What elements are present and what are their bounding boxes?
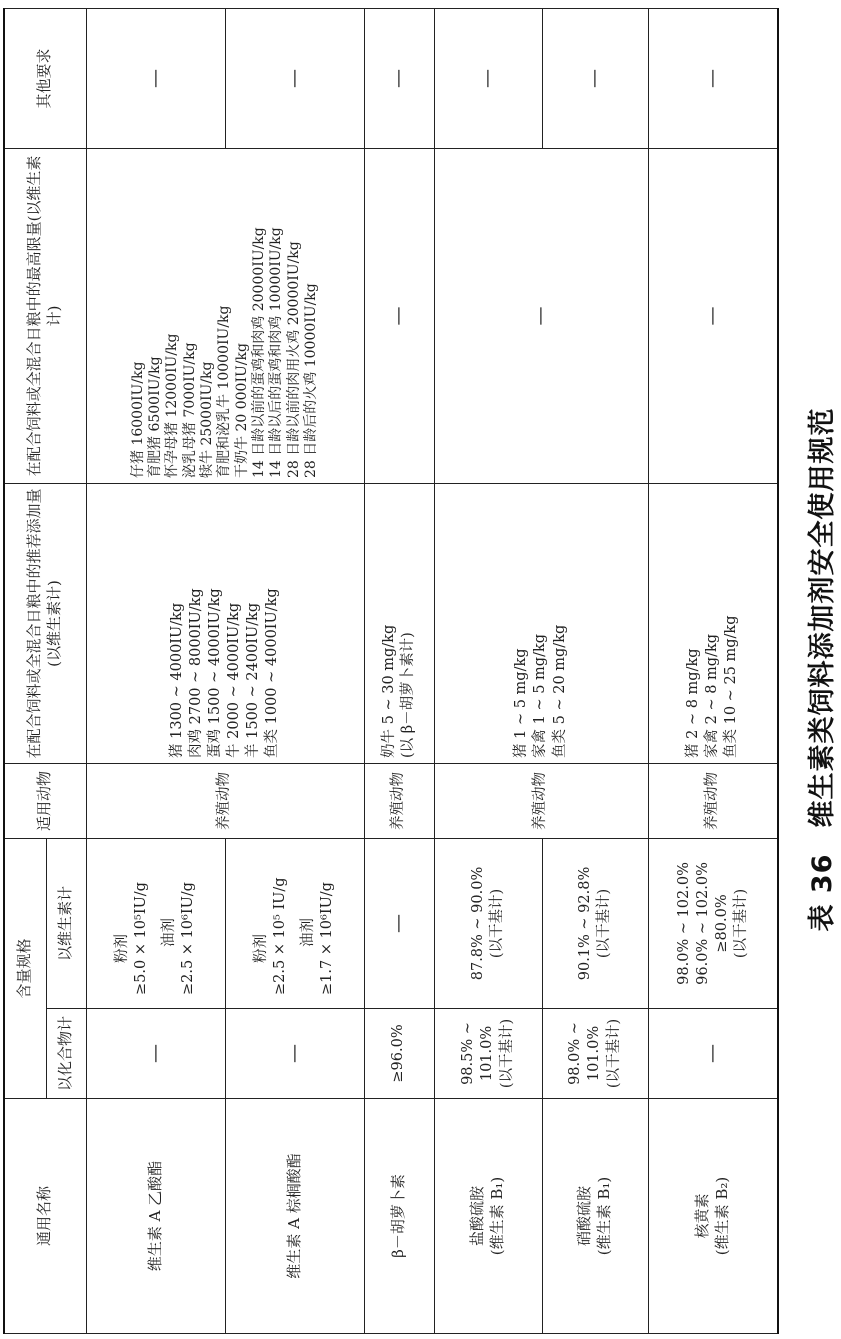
header-other: 其他要求 bbox=[4, 8, 86, 148]
cell-other: — bbox=[225, 8, 364, 148]
cell-vitamin: 90.1% ~ 92.8% (以干基计) bbox=[542, 838, 648, 1008]
cell-vitamin: 粉剂 ≥5.0 × 10⁵IU/g 油剂 ≥2.5 × 10⁶IU/g bbox=[86, 838, 225, 1008]
cell-name: 硝酸硫胺 (维生素 B₁) bbox=[542, 1099, 648, 1334]
cell-name: 维生素 A 棕榈酸酯 bbox=[225, 1099, 364, 1334]
cell-max-limit: — bbox=[648, 148, 778, 483]
cell-name: 核黄素 (维生素 B₂) bbox=[648, 1099, 778, 1334]
cell-other: — bbox=[86, 8, 225, 148]
cell-vitamin: 98.0% ~ 102.0% 96.0% ~ 102.0% ≥80.0% (以干基计) bbox=[648, 838, 778, 1008]
cell-vitamin: 粉剂 ≥2.5 × 10⁵ IU/g 油剂 ≥1.7 × 10⁶IU/g bbox=[225, 838, 364, 1008]
cell-other: — bbox=[434, 8, 542, 148]
table-number: 表 36 bbox=[807, 853, 838, 932]
cell-recommended: 猪 1 ~ 5 mg/kg 家禽 1 ~ 5 mg/kg 鱼类 5 ~ 20 mg/kg bbox=[434, 483, 648, 763]
header-as-compound: 以化合物计 bbox=[46, 1009, 86, 1099]
header-content-spec: 含量规格 bbox=[4, 838, 46, 1098]
table-row bbox=[364, 8, 434, 1333]
cell-recommended: 猪 2 ~ 8 mg/kg 家禽 2 ~ 8 mg/kg 鱼类 10 ~ 25 mg/kg bbox=[648, 483, 778, 763]
cell-animals: 养殖动物 bbox=[86, 763, 364, 838]
cell-max-limit: — bbox=[364, 148, 434, 483]
cell-compound: 98.5% ~ 101.0% (以干基计) bbox=[434, 1009, 542, 1099]
cell-compound: 98.0% ~ 101.0% (以干基计) bbox=[542, 1009, 648, 1099]
table-row bbox=[648, 8, 778, 1333]
cell-other: — bbox=[542, 8, 648, 148]
table-caption bbox=[800, 0, 839, 1339]
cell-animals: 养殖动物 bbox=[364, 763, 434, 838]
cell-animals: 养殖动物 bbox=[434, 763, 648, 838]
cell-other: — bbox=[364, 8, 434, 148]
vitamin-additive-table bbox=[3, 8, 779, 1334]
cell-vitamin: 87.8% ~ 90.0% (以干基计) bbox=[434, 838, 542, 1008]
cell-name: 盐酸硫胺 (维生素 B₁) bbox=[434, 1099, 542, 1334]
cell-compound: — bbox=[648, 1009, 778, 1099]
cell-compound: — bbox=[86, 1009, 225, 1099]
cell-recommended: 猪 1300 ~ 4000IU/kg 肉鸡 2700 ~ 8000IU/kg 蛋鸡 1500 ~ 4000IU/kg 牛 2000 ~ 4000IU/kg 羊 1500 ~ 2400IU/kg 鱼类 1000 ~ 4000IU/kg bbox=[86, 483, 364, 763]
cell-name: β－胡萝卜素 bbox=[364, 1099, 434, 1334]
cell-max-limit: 仔猪 16000IU/kg 育肥猪 6500IU/kg 怀孕母猪 12000IU/kg 泌乳母猪 7000IU/kg 犊牛 25000IU/kg 育肥和泌乳牛 10000IU/kg 干奶牛 20 000IU/kg 14 日龄以前的蛋鸡和肉鸡 20000IU/kg 14 日龄以后的蛋鸡和肉鸡 10000IU/kg 28 日龄以前的肉用火鸡 20000IU/kg 28 日龄后的火鸡 10000IU/kg bbox=[86, 148, 364, 483]
table-row bbox=[86, 8, 225, 1333]
table-title: 维生素类饲料添加剂安全使用规范 bbox=[807, 407, 838, 828]
cell-max-limit: — bbox=[434, 148, 648, 483]
cell-recommended: 奶牛 5 ~ 30 mg/kg (以 β－胡萝卜素计) bbox=[364, 483, 434, 763]
cell-other: — bbox=[648, 8, 778, 148]
header-recommended: 在配合饲料或全混合日粮中的推荐添加量(以维生素计) bbox=[4, 483, 86, 763]
header-max-limit: 在配合饲料或全混合日粮中的最高限量(以维生素计) bbox=[4, 148, 86, 483]
cell-animals: 养殖动物 bbox=[648, 763, 778, 838]
cell-compound: ≥96.0% bbox=[364, 1009, 434, 1099]
header-as-vitamin: 以维生素计 bbox=[46, 838, 86, 1008]
header-name: 通用名称 bbox=[4, 1099, 86, 1334]
header-animals: 适用动物 bbox=[4, 763, 86, 838]
table-row bbox=[434, 8, 542, 1333]
cell-vitamin: — bbox=[364, 838, 434, 1008]
cell-compound: — bbox=[225, 1009, 364, 1099]
cell-name: 维生素 A 乙酸酯 bbox=[86, 1099, 225, 1334]
